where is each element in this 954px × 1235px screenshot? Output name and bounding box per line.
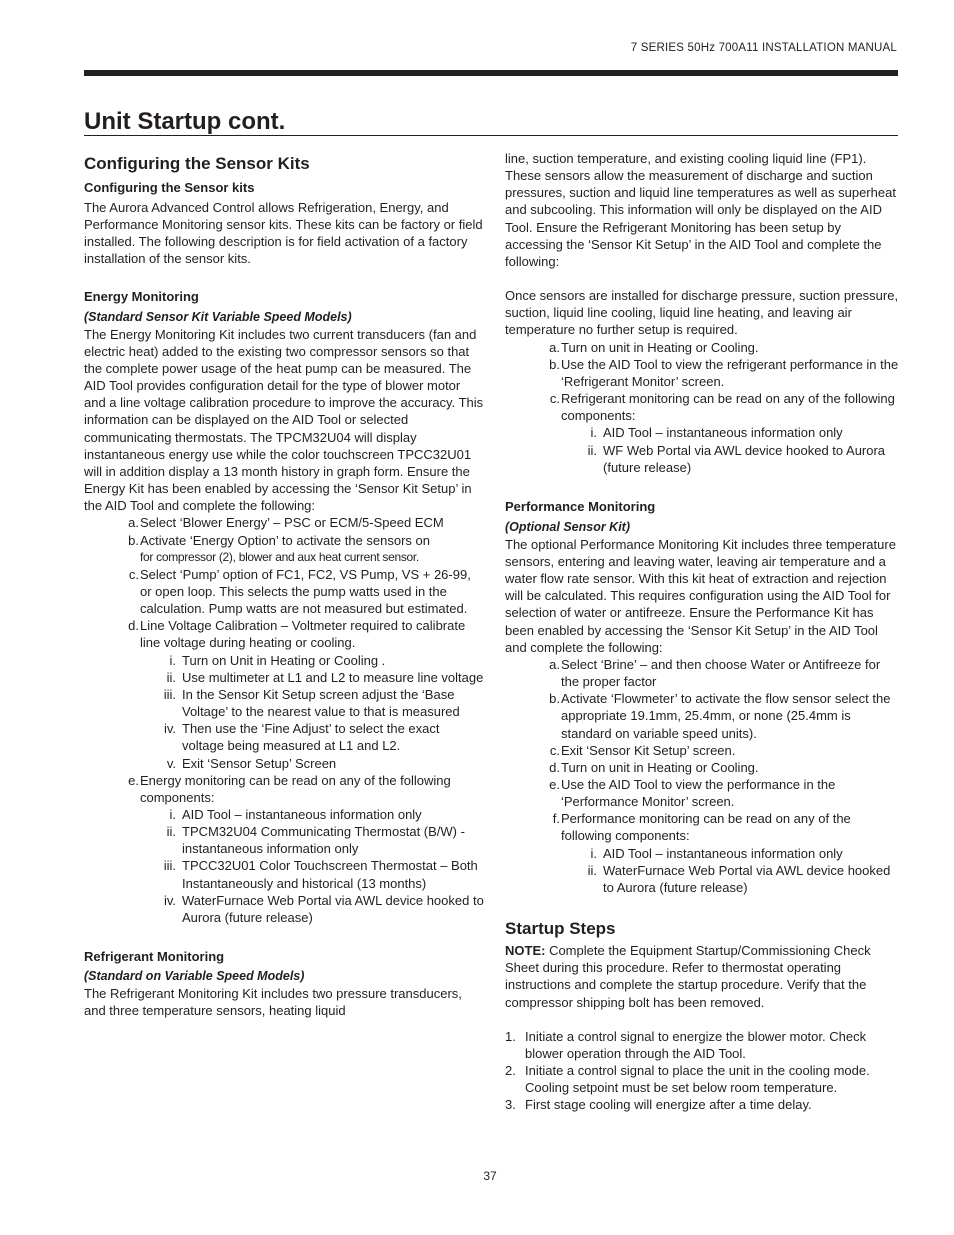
title-rule bbox=[84, 135, 898, 136]
list-item: i. AID Tool – instantaneous information only bbox=[590, 845, 843, 861]
refrigerant-body: The Refrigerant Monitoring Kit includes two pressure transducers, and three temperature sensors, heating liquid bbox=[84, 986, 462, 1019]
performance-title: Performance Monitoring bbox=[505, 498, 656, 514]
energy-subtitle: (Standard Sensor Kit Variable Speed Models) bbox=[84, 309, 352, 324]
list-item: a. Turn on unit in Heating or Cooling. bbox=[549, 339, 759, 355]
energy-steps bbox=[84, 514, 484, 926]
list-item: ii. TPCM32U04 Communicating Thermostat (B/W) - instantaneous information only bbox=[166, 824, 465, 857]
list-item: iv. WaterFurnace Web Portal via AWL device hooked to Aurora (future release) bbox=[163, 892, 484, 925]
list-item: v. Exit ‘Sensor Setup’ Screen bbox=[166, 755, 337, 771]
refrigerant-steps bbox=[505, 339, 900, 476]
sub-title: Configuring the Sensor kits bbox=[84, 180, 255, 195]
list-item: e. Energy monitoring can be read on any of the following components: i. AID Tool – instantaneous information only ii. TPCM32U04 Communicating Thermostat (B/W) - instantaneous information only iii. TPCC32U01 Color Touchscreen Thermostat – Both Instantaneously and historical (13 months) iv. WaterFurnace Web Portal via AWL device hooked to Aurora (future release) bbox=[128, 772, 484, 925]
list-item: d. Turn on unit in Heating or Cooling. bbox=[549, 759, 759, 775]
running-header: 7 SERIES 50Hz 700A11 INSTALLATION MANUAL bbox=[630, 42, 897, 54]
note-text: Complete the Equipment Startup/Commissioning Check Sheet during this procedure. Refer to thermostat operating instructions and complete the startup procedure. Verify that the compressor shipping bolt has been removed. bbox=[505, 943, 871, 1010]
intro-paragraph: The Aurora Advanced Control allows Refrigeration, Energy, and Performance Monitoring sensor kits. These kits can be factory or field installed. The following description is for field activation of a factory installation of the sensor kits. bbox=[84, 200, 483, 267]
list-item: b. Activate ‘Energy Option’ to activate the sensors on for compressor (2), blower and aux heat current sensor. bbox=[128, 532, 431, 564]
right-column bbox=[505, 150, 900, 1114]
list-item: f. Performance monitoring can be read on any of the following components: i. AID Tool – instantaneous information only ii. WaterFurnace Web Portal via AWL device hooked to Aurora (future release) bbox=[561, 810, 900, 896]
list-item: b. Activate ‘Flowmeter’ to activate the flow sensor select the appropriate 19.1mm, 25.4mm, or none (25.4mm is standard on variable speed units). bbox=[549, 691, 891, 741]
list-item: iii. TPCC32U01 Color Touchscreen Thermostat – Both Instantaneously and historical (13 months) bbox=[163, 858, 478, 891]
calibration-substeps bbox=[140, 652, 484, 772]
refrigerant-body-cont: line, suction temperature, and existing cooling liquid line (FP1). These sensors allow the measurement of discharge and suction pressures, suction and liquid line temperatures as well as superheat and subcooling. This information will only be displayed on the AID Tool. Ensure the Refrigerant Monitoring has been setup by accessing the ‘Sensor Kit Setup’ in the AID Tool and complete the following: bbox=[505, 151, 896, 269]
header-rule bbox=[84, 70, 898, 76]
list-item: b. Use the AID Tool to view the refrigerant performance in the ‘Refrigerant Monitor’ screen. bbox=[549, 356, 899, 389]
list-item: e. Use the AID Tool to view the performance in the ‘Performance Monitor’ screen. bbox=[549, 777, 836, 810]
startup-title: Startup Steps bbox=[505, 919, 616, 939]
energy-components bbox=[140, 806, 484, 926]
list-item: ii. WaterFurnace Web Portal via AWL device hooked to Aurora (future release) bbox=[587, 862, 891, 895]
list-item: i. AID Tool – instantaneous information only bbox=[169, 807, 422, 822]
section-title: Configuring the Sensor Kits bbox=[84, 154, 310, 173]
list-item: 3. First stage cooling will energize after a time delay. bbox=[505, 1097, 812, 1113]
list-item: 2. Initiate a control signal to place the unit in the cooling mode. Cooling setpoint must be set below room temperature. bbox=[505, 1063, 870, 1096]
list-item: i. AID Tool – instantaneous information only bbox=[590, 425, 843, 441]
list-item: a. Select ‘Blower Energy’ – PSC or ECM/5-Speed ECM bbox=[128, 515, 444, 531]
page-number: 37 bbox=[483, 1169, 497, 1183]
refrigerant-title: Refrigerant Monitoring bbox=[84, 949, 225, 965]
list-item: ii. Use multimeter at L1 and L2 to measure line voltage bbox=[166, 669, 484, 685]
list-item: d. Line Voltage Calibration – Voltmeter required to calibrate line voltage during heating or cooling. i. Turn on Unit in Heating or Cooling . ii. Use multimeter at L1 and L2 to measure line voltage iii. In the Sensor Kit Setup screen adjust the ‘Base Voltage’ to the nearest value to that is measured iv. Then use the ‘Fine Adjust’ to select the exact voltage being measured at L1 and L2. v. Exit ‘Sensor Setup’ Screen bbox=[128, 618, 484, 771]
list-item: iv. Then use the ‘Fine Adjust’ to select the exact voltage being measured at L1 and L2. bbox=[163, 721, 440, 754]
list-item: i. Turn on Unit in Heating or Cooling . bbox=[169, 652, 386, 668]
refrigerant-subtitle: (Standard on Variable Speed Models) bbox=[84, 969, 305, 984]
list-item: a. Select ‘Brine’ – and then choose Water or Antifreeze for the proper factor bbox=[549, 656, 881, 690]
left-column bbox=[84, 150, 484, 1019]
list-item: c. Exit ‘Sensor Kit Setup’ screen. bbox=[549, 742, 736, 758]
performance-subtitle: (Optional Sensor Kit) bbox=[505, 519, 630, 534]
list-item: 1. Initiate a control signal to energize the blower motor. Check blower operation through the AID Tool. bbox=[505, 1028, 867, 1061]
list-item: iii. In the Sensor Kit Setup screen adjust the ‘Base Voltage’ to the nearest value to that is measured bbox=[163, 686, 460, 720]
energy-title: Energy Monitoring bbox=[84, 288, 199, 304]
startup-steps bbox=[505, 1028, 900, 1114]
refrigerant-note: Once sensors are installed for discharge pressure, suction pressure, suction, liquid line cooling, liquid line heating, and leaving air temperature no further setup is required. bbox=[505, 288, 899, 338]
refrigerant-components bbox=[561, 424, 900, 475]
list-item: c. Select ‘Pump’ option of FC1, FC2, VS Pump, VS + 26-99, or open loop. This selects the pump watts used in the calculation. Pump watts are not measured but estimated. bbox=[128, 566, 471, 617]
performance-components bbox=[561, 845, 900, 896]
startup-note bbox=[505, 942, 900, 1011]
performance-steps bbox=[505, 656, 900, 896]
energy-body: The Energy Monitoring Kit includes two current transducers (fan and electric heat) added to the existing two compressor sensors so that the complete power usage of the heat pump can be measured. The AID Tool provides configuration detail for the type of blower motor and a line voltage calibration procedure to improve the accuracy. This information can be displayed on the AID Tool or selected communicating thermostats. The TPCM32U04 will display instantaneous energy use while the color touchscreen TPCC32U01 will in addition display a 13 month history in graph form. Ensure the Energy Kit has been enabled by accessing the ‘Sensor Kit Setup’ in the AID Tool and complete the following: bbox=[84, 326, 484, 514]
performance-body: The optional Performance Monitoring Kit includes three temperature sensors, entering and leaving water, leaving air temperature and a water flow rate sensor. With this kit heat of extraction and rejection will be calculated. This requires configuration using the AID Tool for selection of water or antifreeze. Ensure the Performance Kit has been enabled by accessing the ‘Sensor Kit Setup’ in the AID Tool and complete the following: bbox=[505, 536, 896, 655]
page-title: Unit Startup cont. bbox=[84, 108, 286, 135]
list-item: c. Refrigerant monitoring can be read on any of the following components: i. AID Tool – instantaneous information only ii. WF Web Portal via AWL device hooked to Aurora (future release) bbox=[561, 390, 900, 476]
list-item: ii. WF Web Portal via AWL device hooked to Aurora (future release) bbox=[587, 442, 886, 475]
note-label: NOTE: bbox=[505, 943, 546, 959]
